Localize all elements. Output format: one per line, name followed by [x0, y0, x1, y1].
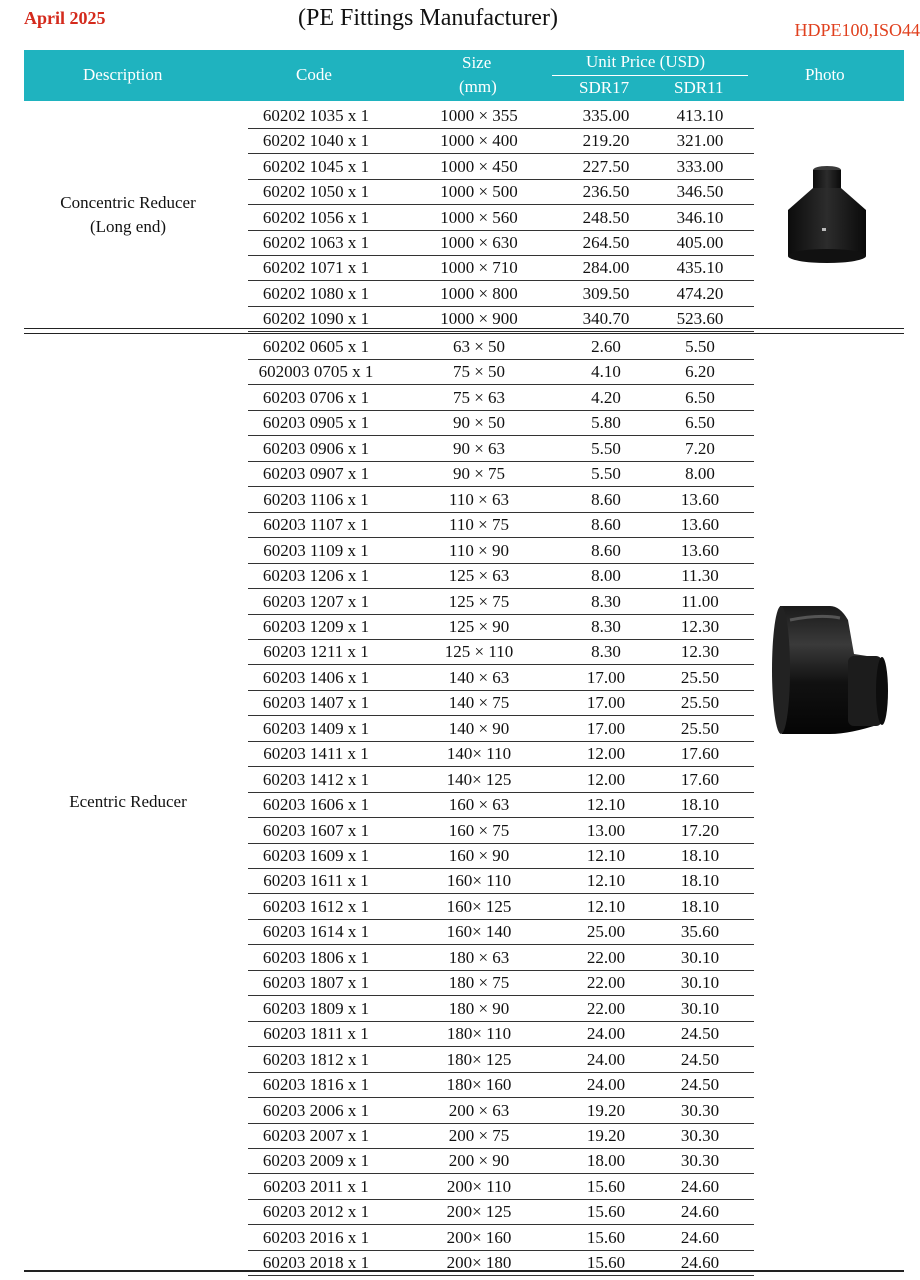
table-row: [248, 895, 754, 920]
code-cell: 60203 2009 x 1: [262, 1151, 370, 1171]
code-cell: 60203 1609 x 1: [262, 846, 370, 865]
code-cell: 60202 1063 x 1: [262, 233, 370, 252]
sdr11-price-cell: 18.10: [680, 871, 720, 891]
code-cell: 60203 1606 x 1: [262, 795, 370, 815]
sdr17-price-cell: 8.60: [591, 540, 621, 560]
sdr11-price-cell: 5.50: [685, 337, 715, 356]
size-cell: 200× 125: [446, 1202, 512, 1222]
sdr11-price-cell: 25.50: [680, 718, 720, 738]
code-cell: 602003 0705 x 1: [258, 362, 374, 382]
sdr17-price-cell: 8.60: [591, 489, 621, 509]
code-cell: 60203 0706 x 1: [262, 387, 370, 407]
table-row: [248, 1149, 754, 1174]
code-cell: 60202 1040 x 1: [262, 131, 370, 151]
sdr11-price-cell: 17.20: [680, 820, 720, 840]
size-cell: 160× 110: [446, 871, 512, 891]
sdr11-price-cell: 30.30: [680, 1151, 720, 1171]
sdr17-price-cell: 5.50: [591, 464, 621, 484]
table-row: [248, 768, 754, 793]
sdr11-price-cell: 30.10: [680, 998, 720, 1018]
size-cell: 110 × 75: [449, 515, 509, 535]
sdr11-price-cell: 24.50: [680, 1049, 720, 1069]
sdr11-price-cell: 12.30: [680, 642, 720, 662]
table-row: [248, 793, 754, 818]
table-row: [248, 256, 754, 281]
size-cell: 200 × 90: [448, 1151, 510, 1171]
code-cell: 60203 1812 x 1: [262, 1049, 370, 1069]
table-row: [248, 691, 754, 716]
table-header: [24, 50, 904, 101]
sdr17-price-cell: 17.00: [586, 667, 626, 687]
section-description-concentric: [24, 191, 232, 239]
code-cell: 60203 1614 x 1: [262, 922, 370, 942]
size-cell: 160 × 90: [448, 846, 510, 865]
sdr11-price-cell: 24.60: [680, 1176, 720, 1196]
sdr17-price-cell: 12.10: [586, 846, 626, 865]
table-row: [248, 1175, 754, 1200]
code-cell: 60203 2006 x 1: [262, 1100, 370, 1120]
sdr11-price-cell: 24.60: [680, 1253, 720, 1273]
header-code: Code: [296, 65, 332, 84]
code-cell: 60203 1107 x 1: [263, 515, 369, 535]
sdr11-price-cell: 18.10: [680, 896, 720, 916]
sdr11-price-cell: 435.10: [676, 258, 724, 278]
sdr11-price-cell: 6.20: [685, 362, 715, 382]
table-row: [248, 231, 754, 256]
sdr11-price-cell: 7.20: [685, 438, 715, 458]
size-cell: 180× 125: [446, 1049, 512, 1069]
size-cell: 200 × 75: [448, 1125, 510, 1145]
sdr11-price-cell: 346.10: [676, 207, 724, 227]
description-line: Ecentric Reducer: [69, 792, 187, 811]
size-cell: 180 × 63: [448, 947, 510, 967]
code-cell: 60203 1409 x 1: [262, 718, 370, 738]
sdr17-price-cell: 236.50: [582, 182, 630, 202]
sdr17-price-cell: 248.50: [582, 207, 630, 227]
table-row: [248, 615, 754, 640]
header-photo: Photo: [805, 65, 845, 84]
code-cell: 60203 1816 x 1: [262, 1075, 370, 1094]
size-cell: 125 × 63: [448, 566, 510, 585]
size-cell: 90 × 75: [452, 464, 506, 484]
sdr17-price-cell: 284.00: [582, 258, 630, 278]
code-cell: 60203 1612 x 1: [262, 896, 370, 916]
code-cell: 60203 1806 x 1: [262, 947, 370, 967]
code-cell: 60203 2007 x 1: [262, 1125, 370, 1145]
size-cell: 125 × 75: [448, 591, 510, 611]
table-row: [248, 1124, 754, 1149]
code-cell: 60202 1071 x 1: [262, 258, 370, 278]
section-description-eccentric: [24, 790, 232, 814]
sdr11-price-cell: 13.60: [680, 540, 720, 560]
table-row: [248, 1048, 754, 1073]
sdr11-price-cell: 6.50: [685, 413, 715, 433]
sdr17-price-cell: 22.00: [586, 973, 626, 993]
sdr17-price-cell: 15.60: [586, 1253, 626, 1273]
sdr17-price-cell: 15.60: [586, 1202, 626, 1222]
header-sdr17: SDR17: [579, 78, 630, 97]
table-row: [248, 869, 754, 894]
size-cell: 1000 × 630: [440, 233, 518, 252]
sdr17-price-cell: 8.00: [591, 566, 621, 585]
sdr11-price-cell: 30.30: [680, 1100, 720, 1120]
size-cell: 200 × 63: [448, 1100, 510, 1120]
sdr17-price-cell: 12.00: [586, 744, 626, 764]
sdr17-price-cell: 18.00: [586, 1151, 626, 1171]
size-cell: 125 × 110: [444, 642, 514, 662]
size-cell: 63 × 50: [452, 337, 506, 356]
sdr11-price-cell: 24.60: [680, 1202, 720, 1222]
sdr11-price-cell: 17.60: [680, 769, 720, 789]
sdr11-price-cell: 13.60: [680, 515, 720, 535]
size-cell: 140 × 90: [448, 718, 510, 738]
table-row: [248, 1073, 754, 1098]
section-divider: [24, 328, 904, 334]
code-cell: 60202 1056 x 1: [262, 207, 370, 227]
sdr11-price-cell: 12.30: [680, 617, 720, 636]
code-cell: 60203 1412 x 1: [262, 769, 370, 789]
size-cell: 200× 110: [446, 1176, 512, 1196]
sdr17-price-cell: 15.60: [586, 1176, 626, 1196]
size-cell: 125 × 90: [448, 617, 510, 636]
sdr17-price-cell: 13.00: [586, 820, 626, 840]
sdr17-price-cell: 12.10: [586, 896, 626, 916]
table-row: [248, 539, 754, 564]
sdr17-price-cell: 4.10: [591, 362, 621, 382]
size-cell: 1000 × 400: [440, 131, 518, 151]
code-cell: 60203 1109 x 1: [263, 540, 369, 560]
table-row: [248, 1200, 754, 1225]
table-row: [248, 104, 754, 129]
code-cell: 60203 2018 x 1: [262, 1253, 370, 1273]
sdr17-price-cell: 24.00: [586, 1075, 626, 1094]
code-cell: 60203 2016 x 1: [262, 1227, 370, 1247]
sdr17-price-cell: 12.00: [586, 769, 626, 789]
size-cell: 1000 × 450: [440, 156, 518, 176]
sdr17-price-cell: 340.70: [582, 309, 630, 329]
description-line: Concentric Reducer: [60, 193, 196, 212]
code-cell: 60203 1807 x 1: [262, 973, 370, 993]
size-cell: 180× 110: [446, 1024, 512, 1044]
sdr17-price-cell: 24.00: [586, 1024, 626, 1044]
page-title: (PE Fittings Manufacturer): [298, 5, 558, 31]
code-cell: 60203 0905 x 1: [262, 413, 370, 433]
table-row: [248, 971, 754, 996]
table-row: [248, 513, 754, 538]
sdr11-price-cell: 333.00: [676, 156, 724, 176]
sdr17-price-cell: 5.50: [591, 438, 621, 458]
size-cell: 180 × 90: [448, 998, 510, 1018]
sdr17-price-cell: 8.30: [591, 617, 621, 636]
header-size-unit: (mm): [459, 77, 497, 96]
table-row: [248, 360, 754, 385]
sdr11-price-cell: 17.60: [680, 744, 720, 764]
header-sdr11: SDR11: [674, 78, 724, 97]
sdr17-price-cell: 24.00: [586, 1049, 626, 1069]
sdr11-price-cell: 24.60: [680, 1227, 720, 1247]
sdr17-price-cell: 19.20: [586, 1100, 626, 1120]
table-row: [248, 997, 754, 1022]
size-cell: 1000 × 560: [440, 207, 518, 227]
table-row: [248, 206, 754, 231]
sdr17-price-cell: 227.50: [582, 156, 630, 176]
header-description: Description: [83, 65, 163, 84]
table-row: [248, 717, 754, 742]
sdr17-price-cell: 17.00: [586, 718, 626, 738]
sdr17-price-cell: 5.80: [591, 413, 621, 433]
header-unit-price: Unit Price (USD): [586, 52, 705, 71]
code-cell: 60202 1050 x 1: [262, 182, 370, 202]
sdr17-price-cell: 12.10: [586, 795, 626, 815]
table-row: [248, 844, 754, 869]
code-cell: 60203 1809 x 1: [262, 998, 370, 1018]
concentric-reducer-photo: [782, 160, 872, 270]
sdr11-price-cell: 30.10: [680, 947, 720, 967]
size-cell: 160 × 63: [448, 795, 510, 815]
code-cell: 60203 1207 x 1: [262, 591, 370, 611]
sdr17-price-cell: 8.30: [591, 591, 621, 611]
date-label: April 2025: [24, 8, 106, 28]
size-cell: 90 × 50: [452, 413, 506, 433]
table-row: [248, 946, 754, 971]
sdr11-price-cell: 35.60: [680, 922, 720, 942]
sdr11-price-cell: 11.30: [681, 566, 719, 585]
sdr11-price-cell: 30.10: [680, 973, 720, 993]
size-cell: 200× 160: [446, 1227, 512, 1247]
code-cell: 60203 1209 x 1: [262, 617, 370, 636]
size-cell: 1000 × 800: [440, 283, 518, 303]
size-cell: 200× 180: [446, 1253, 512, 1273]
code-cell: 60202 1080 x 1: [262, 283, 370, 303]
size-cell: 180× 160: [446, 1075, 512, 1094]
table-row: [248, 1251, 754, 1276]
size-cell: 160× 140: [446, 922, 512, 942]
sdr11-price-cell: 24.50: [680, 1024, 720, 1044]
code-cell: 60202 1045 x 1: [262, 156, 370, 176]
table-row: [248, 155, 754, 180]
table-row: [248, 640, 754, 665]
size-cell: 110 × 63: [449, 489, 509, 509]
size-cell: 1000 × 900: [440, 309, 518, 329]
code-cell: 60203 1406 x 1: [262, 667, 370, 687]
code-cell: 60203 2011 x 1: [263, 1176, 369, 1196]
table-bottom-border: [24, 1270, 904, 1272]
eccentric-reducer-photo: [770, 600, 890, 735]
sdr17-price-cell: 22.00: [586, 998, 626, 1018]
sdr17-price-cell: 2.60: [591, 337, 621, 356]
sdr11-price-cell: 13.60: [680, 489, 720, 509]
table-row: [248, 1022, 754, 1047]
sdr11-price-cell: 413.10: [676, 106, 724, 125]
sdr11-price-cell: 30.30: [680, 1125, 720, 1145]
table-row: [248, 920, 754, 945]
code-cell: 60202 0605 x 1: [262, 337, 370, 356]
sdr17-price-cell: 15.60: [586, 1227, 626, 1247]
size-cell: 140 × 63: [448, 667, 510, 687]
table-row: [248, 1099, 754, 1124]
code-cell: 60203 1407 x 1: [262, 693, 370, 713]
sdr11-price-cell: 8.00: [685, 464, 715, 484]
sdr11-price-cell: 321.00: [676, 131, 724, 151]
table-row: [248, 564, 754, 589]
table-row: [248, 180, 754, 205]
table-row: [248, 590, 754, 615]
description-line: (Long end): [89, 217, 166, 236]
code-cell: 60202 1035 x 1: [262, 106, 370, 125]
table-row: [248, 462, 754, 487]
table-row: [248, 282, 754, 307]
code-cell: 60203 0906 x 1: [262, 438, 370, 458]
sdr11-price-cell: 346.50: [676, 182, 724, 202]
sdr11-price-cell: 24.50: [680, 1075, 720, 1094]
table-row: [248, 411, 754, 436]
sdr11-price-cell: 18.10: [680, 846, 720, 865]
sdr17-price-cell: 19.20: [586, 1125, 626, 1145]
sdr11-price-cell: 25.50: [680, 667, 720, 687]
header-divider: [552, 75, 748, 76]
code-cell: 60203 1607 x 1: [262, 820, 370, 840]
code-cell: 60203 1611 x 1: [263, 871, 369, 891]
sdr11-price-cell: 18.10: [680, 795, 720, 815]
sdr11-price-cell: 11.00: [681, 591, 719, 611]
sdr11-price-cell: 474.20: [676, 283, 724, 303]
table-row: [248, 742, 754, 767]
size-cell: 110 × 90: [449, 540, 509, 560]
size-cell: 160× 125: [446, 896, 512, 916]
header-size: Size: [462, 53, 492, 72]
size-cell: 1000 × 500: [440, 182, 518, 202]
size-cell: 160 × 75: [448, 820, 510, 840]
sdr11-price-cell: 523.60: [676, 309, 724, 329]
size-cell: 75 × 50: [452, 362, 506, 382]
code-cell: 60203 2012 x 1: [262, 1202, 370, 1222]
sdr17-price-cell: 25.00: [586, 922, 626, 942]
size-cell: 140× 125: [446, 769, 512, 789]
code-cell: 60203 1211 x 1: [263, 642, 369, 662]
sdr11-price-cell: 405.00: [676, 233, 724, 252]
sdr17-price-cell: 12.10: [586, 871, 626, 891]
size-cell: 140 × 75: [448, 693, 510, 713]
sdr17-price-cell: 264.50: [582, 233, 630, 252]
size-cell: 140× 110: [446, 744, 512, 764]
code-cell: 60203 1106 x 1: [263, 489, 369, 509]
sdr17-price-cell: 8.60: [591, 515, 621, 535]
code-cell: 60203 0907 x 1: [262, 464, 370, 484]
code-cell: 60203 1206 x 1: [262, 566, 370, 585]
table-row: [248, 129, 754, 154]
standard-label: HDPE100,ISO44: [794, 20, 920, 40]
sdr17-price-cell: 8.30: [591, 642, 621, 662]
size-cell: 1000 × 355: [440, 106, 518, 125]
table-row: [248, 386, 754, 411]
code-cell: 60203 1411 x 1: [263, 744, 369, 764]
sdr11-price-cell: 25.50: [680, 693, 720, 713]
table-row: [248, 335, 754, 360]
table-row: [248, 666, 754, 691]
table-row: [248, 1226, 754, 1251]
sdr17-price-cell: 309.50: [582, 283, 630, 303]
code-cell: 60203 1811 x 1: [263, 1024, 369, 1044]
sdr17-price-cell: 4.20: [591, 387, 621, 407]
size-cell: 180 × 75: [448, 973, 510, 993]
sdr17-price-cell: 22.00: [586, 947, 626, 967]
size-cell: 75 × 63: [452, 387, 506, 407]
code-cell: 60202 1090 x 1: [262, 309, 370, 329]
sdr17-price-cell: 17.00: [586, 693, 626, 713]
sdr17-price-cell: 219.20: [582, 131, 630, 151]
table-row: [248, 488, 754, 513]
table-row: [248, 819, 754, 844]
sdr17-price-cell: 335.00: [582, 106, 630, 125]
sdr11-price-cell: 6.50: [685, 387, 715, 407]
size-cell: 1000 × 710: [440, 258, 518, 278]
table-row: [248, 437, 754, 462]
size-cell: 90 × 63: [452, 438, 506, 458]
